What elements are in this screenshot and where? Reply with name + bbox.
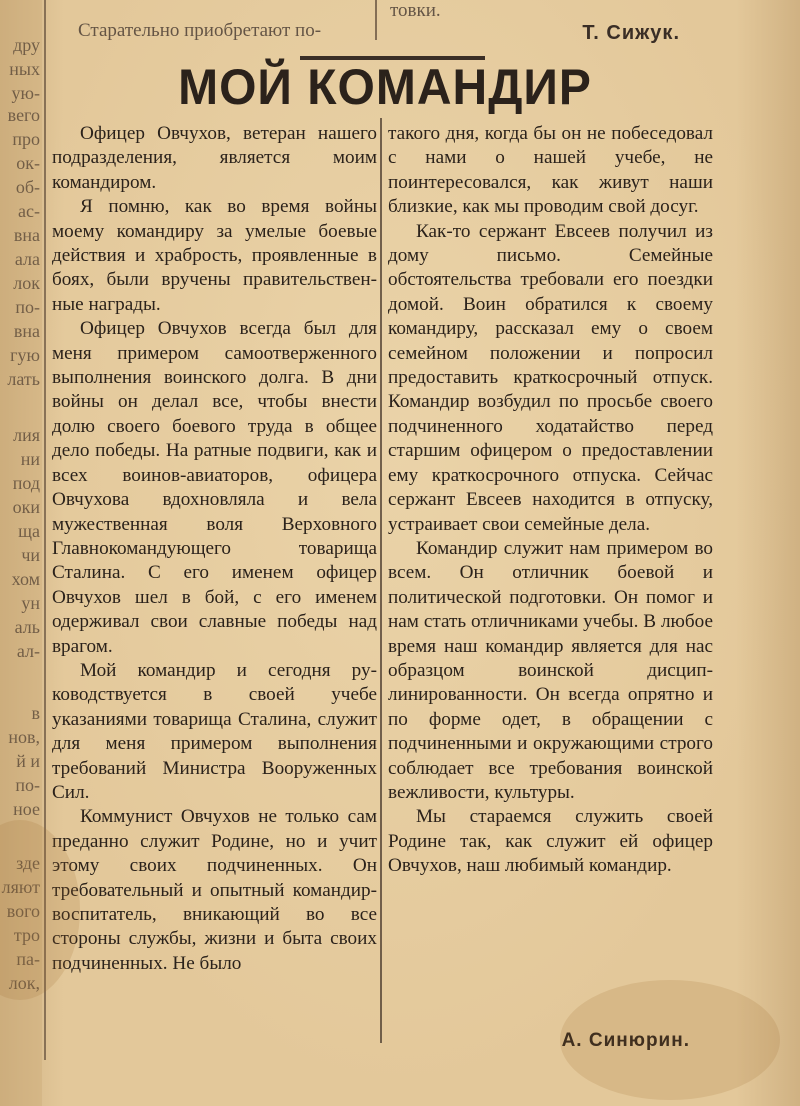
previous-article-fragment: Старательно приобретают по- [78,20,322,41]
column-rule [380,118,382,1043]
fragment-line: под [12,473,40,493]
column-rule [375,0,377,40]
paragraph: Как-то сержант Евсеев получил из дому письмо. Семейные обстоятельства требовали его поездки домой. Воин обратился к своему командиру, рассказал ему о своем семейном положении и попросил предоставить краткосрочный отпуск. Командир возбудил по просьбе своего подчиненного ходатайство перед старшим офицером о предоставлении ему краткосрочного отпуска. Сейчас сержант Евсеев находится в отпуску, устраивает свои семейные дела. [388,220,713,535]
paragraph: такого дня, когда бы он не побеседовал с нами о нашей учебе, не поинтересовался, как живут наши близкие, как мы проводим свой досуг. [388,123,713,218]
fragment-line: ун [21,593,40,613]
paragraph: Офицер Овчухов всегда был для меня примером самоотверженного выполнения воинского долга. В дни войны он делал все, чтобы внести долю своего боевого труда в общее дело победы. На ратные подвиги, как и всех воинов-авиаторов, офицера Овчухова вдохновляла и вела мужественная воля Верховного Главнокомандующего товарища Сталина. С его именем офицер Овчухов шел в бой, с его именем одерживал свои славные победы над врагом. [52,318,377,657]
fragment-line: зде [16,853,40,873]
fragment-line: вего [7,105,40,125]
fragment-line: в [31,703,40,723]
paragraph: Мой командир и сегодня руководствуется в своей учебе указаниями товарища Сталина, служит для меня примером выполнения требований Министра Вооруженных Сил. [52,659,377,803]
fragment-line: вого [6,901,40,921]
article-column-left [52,122,377,976]
fragment-line: об- [15,177,40,197]
fragment-line: хом [11,569,40,589]
fragment-line: ное [13,799,40,819]
fragment-line: ую- [11,83,40,103]
fragment-line: ала [14,249,40,269]
previous-article-fragment-right: товки. [390,0,441,21]
paragraph: Командир служит нам примером во всем. Он отличник боевой и политической подготовки. Он помог и нам стать отличниками учебы. В любое время наш командир является для нас образцом воинской дисциплинированности. Он всегда опрятно и по форме одет, в обращении с подчиненными и окружающими строго соблюдает все требования воинской вежливости, культуры. [388,537,713,803]
fragment-line: лок [13,273,40,293]
previous-article-author: Т. Сижук. [582,22,680,44]
paragraph: Офицер Овчухов, ветеран нашего подразделения, является моим командиром. [52,123,377,193]
fragment-line: вна [13,321,40,341]
fragment-line: ас- [18,201,40,221]
paragraph: Мы стараемся служить своей Родине так, как служит ей офицер Овчухов, наш любимый командир. [388,806,713,877]
fragment-line: дру [13,35,40,55]
fragment-line: чи [21,545,40,565]
fragment-line: нов, [8,727,40,747]
fragment-line: по- [15,775,40,795]
article-signature: А. Синюрин. [561,1030,690,1051]
fragment-line: лия [13,425,40,445]
fragment-line: лок, [8,973,40,993]
fragment-line: вна [13,225,40,245]
paragraph: Коммунист Овчухов не только сам преданно служит Родине, но и учит этому своих подчиненных. Он требовательный и опытный командир-воспитатель, вникающий во все стороны службы, жизни и быта своих подчиненных. Не было [52,806,377,974]
fragment-line: аль [14,617,40,637]
fragment-line: ляют [1,877,40,897]
fragment-line: па- [16,949,40,969]
fragment-line: ща [18,521,40,541]
fragment-line: й и [16,751,40,771]
paper-stain [560,980,780,1100]
fragment-line: ни [20,449,40,469]
fragment-line: гую [10,345,40,365]
article-title: МОЙ КОМАНДИР [178,59,592,116]
fragment-line: лать [7,369,40,389]
fragment-line: тро [13,925,40,945]
article-column-right [388,122,713,879]
fragment-line: оки [12,497,40,517]
fragment-line: про [12,129,40,149]
fragment-line: ок- [16,153,40,173]
paragraph: Я помню, как во время войны моему командиру за умелые боевые действия и храбрость, проявленные в боях, были вручены правительственные награды. [52,196,377,315]
fragment-line: ных [9,59,40,79]
fragment-line: ал- [16,641,40,661]
fragment-line: по- [15,297,40,317]
